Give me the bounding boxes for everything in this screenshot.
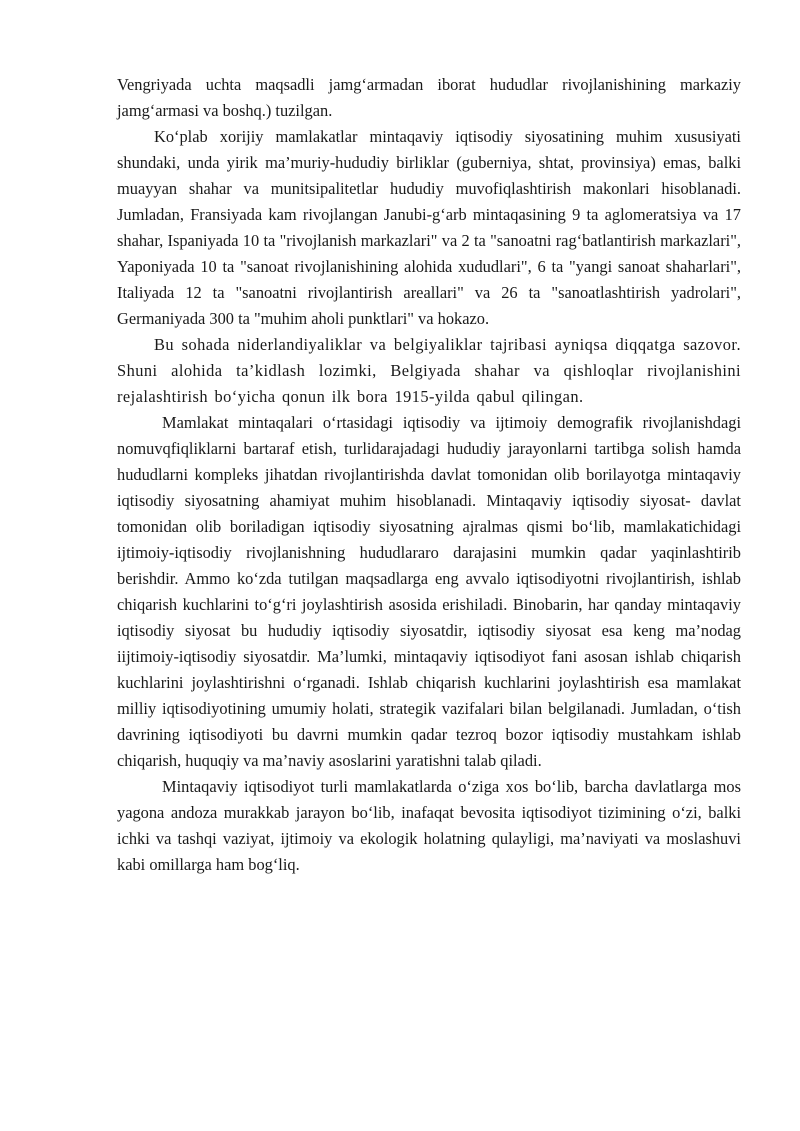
paragraph-1: Vengriyada uchta maqsadli jamg‘armadan iborat hududlar rivojlanishining markaziy jamg‘armasi va boshq.) tuzilgan.	[117, 75, 741, 120]
paragraph-5: Mintaqaviy iqtisodiyot turli mamlakatlarda o‘ziga xos bo‘lib, barcha davlatlarga mos yagona andoza murakkab jarayon bo‘lib, inafaqat bevosita iqtisodiyot tizimining o‘zi, balki ichki va tashqi vaziyat, ijtimoiy va ekologik holatning qulayligi, ma’naviyati va moslashuvi kabi omillarga ham bog‘liq.	[117, 777, 741, 874]
document-page	[117, 72, 741, 878]
paragraph-4: Mamlakat mintaqalari o‘rtasidagi iqtisodiy va ijtimoiy demografik rivojlanishdagi nomuvqfiqliklarni bartaraf etish, turlidarajadagi hududiy jarayonlarni tartibga solish hamda hududlarni kompleks jihatdan rivojlantirishda davlat tomonidan olib borilayotga mintaqaviy iqtisodiy siyosatning ahamiyat muhim hisoblanadi. Mintaqaviy iqtisodiy siyosat- davlat tomonidan olib boriladigan iqtisodiy siyosatning ajralmas qismi bo‘lib, mamlakatichidagi ijtimoiy-iqtisodiy rivojlanishning hududlararo darajasini mumkin qadar yaqinlashtirib berishdir. Ammo ko‘zda tutilgan maqsadlarga eng avvalo iqtisodiyotni rivojlantirish, ishlab chiqarish kuchlarini to‘g‘ri joylashtirish asosida erishiladi. Binobarin, har qanday mintaqaviy iqtisodiy siyosat bu hududiy iqtisodiy siyosatdir, iqtisodiy siyosat esa keng ma’nodag iijtimoiy-iqtisodiy siyosatdir. Ma’lumki, mintaqaviy iqtisodiyot fani asosan ishlab chiqarish kuchlarini joylashtirishni o‘rganadi. Ishlab chiqarish kuchlarini joylashtirish esa mamlakat milliy iqtisodiyotining umumiy holati, strategik vazifalari bilan belgilanadi. Jumladan, o‘tish davrining iqtisodiyoti bu davrni mumkin qadar tezroq bozor iqtisodiy mustahkam ishlab chiqarish, huquqiy va ma’naviy asoslarini yaratishni talab qiladi.	[117, 413, 741, 770]
paragraph-2: Ko‘plab xorijiy mamlakatlar mintaqaviy iqtisodiy siyosatining muhim xususiyati shundaki, unda yirik ma’muriy-hududiy birliklar (guberniya, shtat, provinsiya) emas, balki muayyan shahar va munitsipalitetlar hududiy muvofiqlashtirish makonlari hisoblanadi. Jumladan, Fransiyada kam rivojlangan Janubi-g‘arb mintaqasining 9 ta aglomeratsiya va 17 shahar, Ispaniyada 10 ta "rivojlanish markazlari" va 2 ta "sanoatni rag‘batlantirish markazlari", Yaponiyada 10 ta "sanoat rivojlanishining alohida xududlari", 6 ta "yangi sanoat shaharlari", Italiyada 12 ta "sanoatni rivojlantirish areallari" va 26 ta "sanoatlashtirish yadrolari", Germaniyada 300 ta "muhim aholi punktlari" va hokazo.	[117, 127, 741, 328]
paragraph-3: Bu sohada niderlandiyaliklar va belgiyaliklar tajribasi ayniqsa diqqatga sazovor. Shuni alohida ta’kidlash lozimki, Belgiyada shahar va qishloqlar rivojlanishini rejalashtirish bo‘yicha qonun ilk bora 1915-yilda qabul qilingan.	[117, 335, 741, 406]
